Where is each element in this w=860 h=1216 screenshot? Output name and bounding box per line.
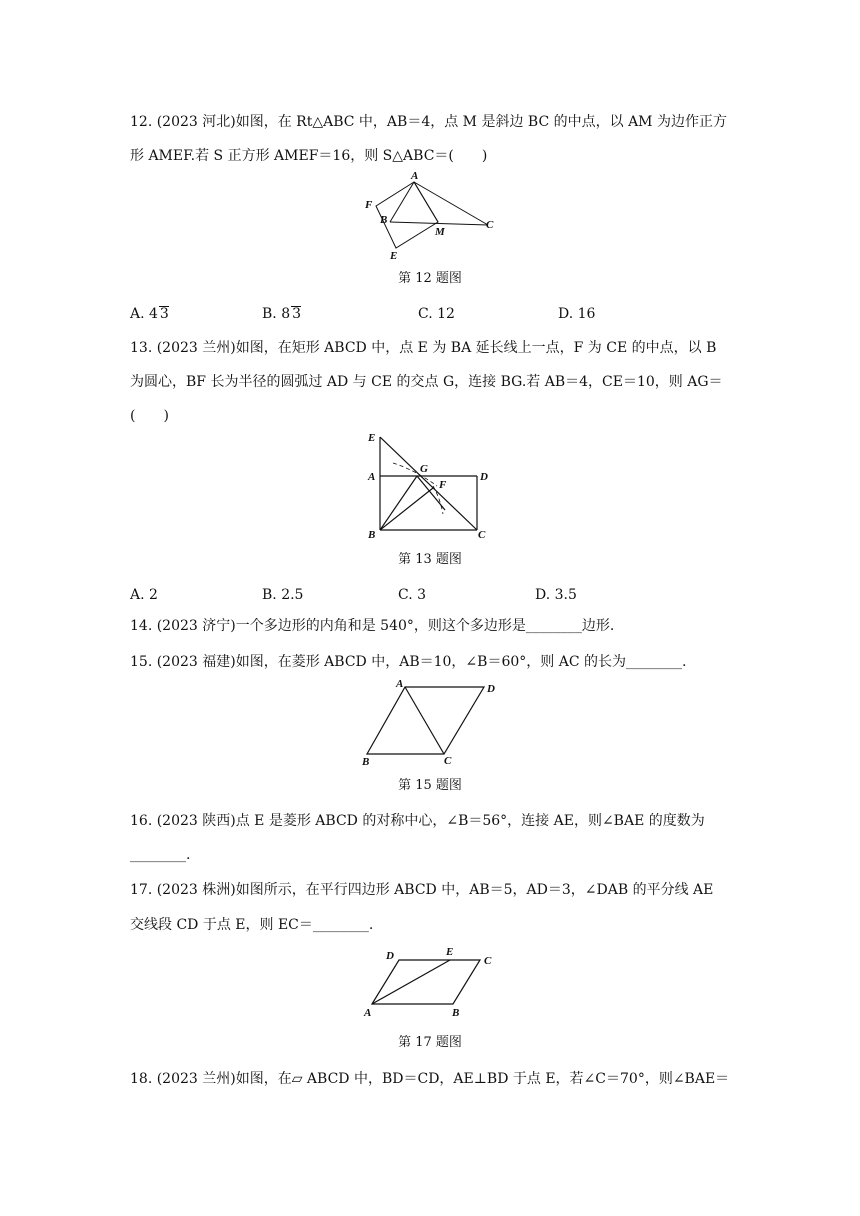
q12-figure [360, 170, 500, 260]
q12-option-c: C. 12 [418, 306, 455, 322]
q17-label-b: B [452, 1007, 460, 1019]
q12-option-b: B. 8 3 [262, 306, 302, 322]
q18-line-1: 18. (2023 兰州)如图，在▱ ABCD 中，BD＝CD，AE⊥BD 于点 E，若∠C＝70°，则∠BAE＝ [130, 1071, 730, 1087]
q12-line-1: 12. (2023 河北)如图，在 Rt△ABC 中，AB＝4，点 M 是斜边 BC 的中点，以 AM 为边作正方 [130, 114, 727, 130]
q17-label-d: D [386, 950, 394, 962]
q15-label-a: A [396, 678, 404, 690]
q17-line-2: 交线段 CD 于点 E，则 EC＝________. [130, 917, 374, 933]
q12-label-f: F [365, 199, 373, 211]
q17-caption: 第 17 题图 [398, 1035, 462, 1050]
q15-label-b: B [362, 756, 370, 768]
q12-label-c: C [486, 219, 494, 231]
q15-caption: 第 15 题图 [398, 778, 462, 793]
q12-label-b: B [380, 214, 388, 226]
q13-label-a: A [368, 471, 376, 483]
q13-label-d: D [480, 471, 488, 483]
q17-label-c: C [484, 955, 492, 967]
q12-line-2: 形 AMEF.若 S 正方形 AMEF＝16，则 S△ABC＝( ) [130, 148, 488, 164]
q13-option-d: D. 3.5 [535, 587, 577, 603]
q13-label-e: E [368, 432, 376, 444]
q12-option-a: A. 4 3 [130, 306, 169, 322]
q15-label-d: D [487, 683, 495, 695]
q13-line-3: ( ) [130, 408, 169, 424]
q15-line-1: 15. (2023 福建)如图，在菱形 ABCD 中，AB＝10，∠B＝60°，则 AC 的长为________. [130, 654, 687, 670]
q17-label-a: A [364, 1007, 372, 1019]
q12-label-e: E [390, 250, 398, 262]
q13-label-c: C [478, 529, 486, 541]
q13-line-2: 为圆心，BF 长为半径的圆弧过 AD 与 CE 的交点 G，连接 BG.若 AB＝4，CE＝10，则 AG＝ [130, 374, 723, 390]
q13-option-b: B. 2.5 [262, 587, 304, 603]
q16-line-1: 16. (2023 陕西)点 E 是菱形 ABCD 的对称中心，∠B＝56°，连接 AE，则∠BAE 的度数为 [130, 813, 705, 829]
q15-label-c: C [444, 755, 452, 767]
q16-line-2: ________. [130, 847, 191, 863]
q13-option-c: C. 3 [398, 587, 427, 603]
q17-figure [362, 942, 512, 1022]
q13-label-f: F [439, 479, 447, 491]
q12-label-m: M [435, 226, 445, 238]
q12-caption: 第 12 题图 [398, 271, 462, 286]
q14-line-1: 14. (2023 济宁)一个多边形的内角和是 540°，则这个多边形是________边形. [130, 618, 615, 634]
q13-option-a: A. 2 [130, 587, 158, 603]
q13-figure [365, 428, 495, 542]
q12-option-d: D. 16 [558, 306, 596, 322]
q15-figure [358, 676, 508, 768]
q12-label-a: A [411, 170, 419, 182]
q13-label-g: G [420, 463, 428, 475]
q17-line-1: 17. (2023 株洲)如图所示，在平行四边形 ABCD 中，AB＝5，AD＝3，∠DAB 的平分线 AE [130, 882, 714, 898]
q13-label-b: B [368, 529, 376, 541]
q13-caption: 第 13 题图 [398, 552, 462, 567]
q17-label-e: E [446, 946, 454, 958]
q13-line-1: 13. (2023 兰州)如图，在矩形 ABCD 中，点 E 为 BA 延长线上一点，F 为 CE 的中点，以 B [130, 340, 717, 356]
